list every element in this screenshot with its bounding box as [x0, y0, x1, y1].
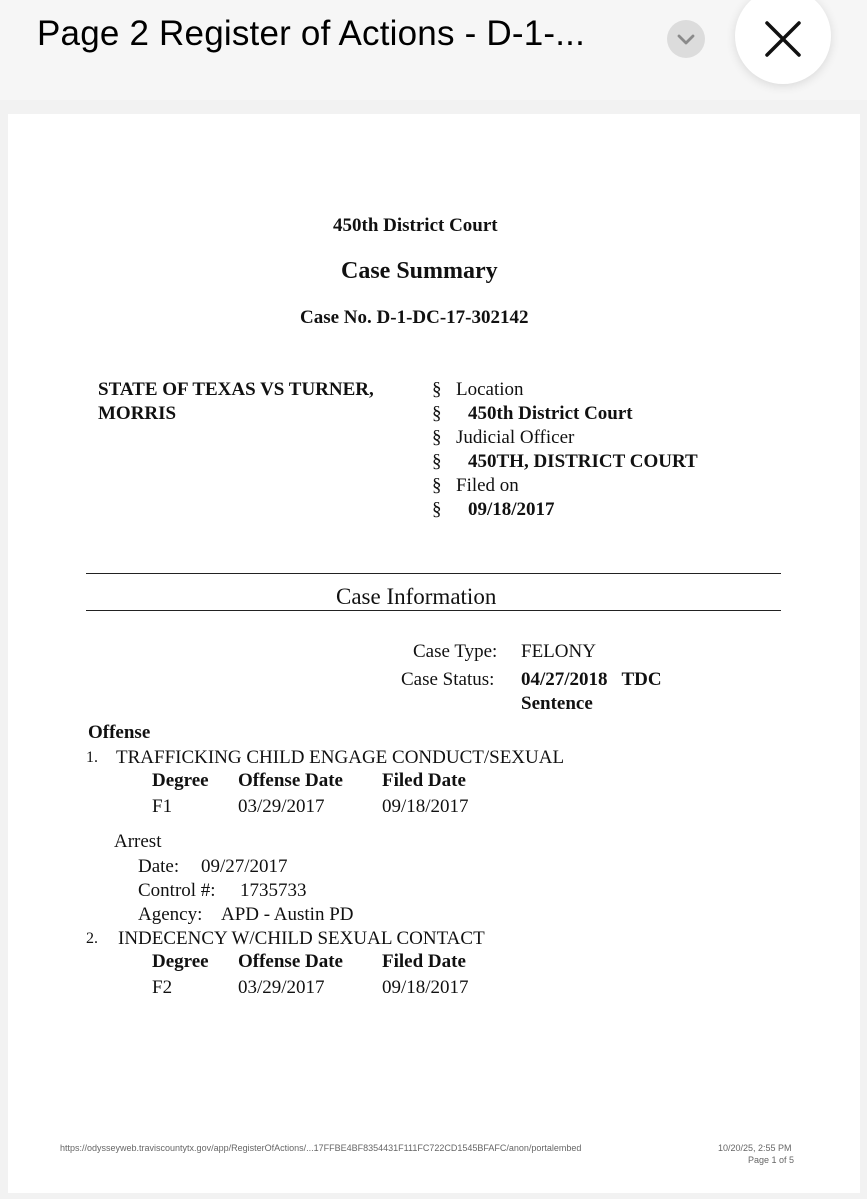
filed-on-label: Filed on	[456, 475, 519, 496]
party-name-line2: MORRIS	[98, 403, 177, 424]
footer-page-number: Page 1 of 5	[748, 1155, 795, 1165]
judicial-officer-label: Judicial Officer	[456, 427, 575, 448]
expand-menu-button[interactable]	[667, 20, 705, 58]
degree-header: Degree	[152, 951, 209, 972]
section-mark: §	[432, 451, 442, 472]
footer-url-text: https://odysseyweb.traviscountytx.gov/app/RegisterOfActions/...17FFBE4BF8354431F111FC722CD1545BFAFC/anon/portalembed	[60, 1143, 582, 1153]
document-page	[8, 114, 860, 1193]
court-name: 450th District Court	[333, 215, 498, 236]
arrest-date-label: Date:	[138, 856, 180, 877]
divider-bottom	[86, 610, 781, 611]
viewer-header	[0, 0, 867, 100]
location-label: Location	[456, 379, 524, 400]
degree-value: F2	[152, 977, 173, 998]
offense-number: 2.	[86, 930, 98, 947]
judicial-officer-value: 450TH, DISTRICT COURT	[468, 451, 698, 472]
divider-top	[86, 573, 781, 574]
filed-on-value: 09/18/2017	[468, 499, 555, 520]
section-mark: §	[432, 427, 442, 448]
case-summary-heading: Case Summary	[341, 258, 498, 284]
offense-number: 1.	[86, 749, 98, 766]
arrest-date-value: 09/27/2017	[201, 856, 288, 877]
offense-date-header: Offense Date	[238, 951, 343, 972]
filed-date-value: 09/18/2017	[382, 796, 469, 817]
arrest-control-value: 1735733	[240, 880, 307, 901]
chevron-down-icon	[667, 20, 705, 58]
offense-date-value: 03/29/2017	[238, 977, 325, 998]
offense-description: TRAFFICKING CHILD ENGAGE CONDUCT/SEXUAL	[116, 747, 565, 768]
offense-description: INDECENCY W/CHILD SEXUAL CONTACT	[118, 928, 485, 949]
filed-date-header: Filed Date	[382, 951, 466, 972]
section-mark: §	[432, 403, 442, 424]
case-status-value-line2: Sentence	[521, 693, 593, 714]
section-mark: §	[432, 499, 442, 520]
offense-date-header: Offense Date	[238, 770, 343, 791]
case-information-title: Case Information	[336, 584, 497, 609]
party-name-line1: STATE OF TEXAS VS TURNER,	[98, 379, 374, 400]
case-status-value: 04/27/2018 TDC	[521, 669, 662, 690]
degree-header: Degree	[152, 770, 209, 791]
case-status-label: Case Status:	[401, 669, 495, 690]
section-mark: §	[432, 379, 442, 400]
footer-timestamp: 10/20/25, 2:55 PM	[718, 1143, 792, 1153]
location-value: 450th District Court	[468, 403, 633, 424]
degree-value: F1	[152, 796, 173, 817]
document-title: Page 2 Register of Actions - D-1-...	[37, 14, 585, 53]
arrest-control-label: Control #:	[138, 880, 216, 901]
offense-date-value: 03/29/2017	[238, 796, 325, 817]
case-type-value: FELONY	[521, 641, 596, 662]
arrest-agency-label: Agency:	[138, 904, 203, 925]
close-icon	[735, 0, 831, 84]
close-button[interactable]	[735, 0, 831, 84]
case-type-label: Case Type:	[413, 641, 498, 662]
arrest-heading: Arrest	[114, 831, 162, 852]
filed-date-header: Filed Date	[382, 770, 466, 791]
section-mark: §	[432, 475, 442, 496]
case-number: Case No. D-1-DC-17-302142	[300, 307, 529, 328]
offense-heading: Offense	[88, 722, 151, 743]
filed-date-value: 09/18/2017	[382, 977, 469, 998]
arrest-agency-value: APD - Austin PD	[221, 904, 354, 925]
